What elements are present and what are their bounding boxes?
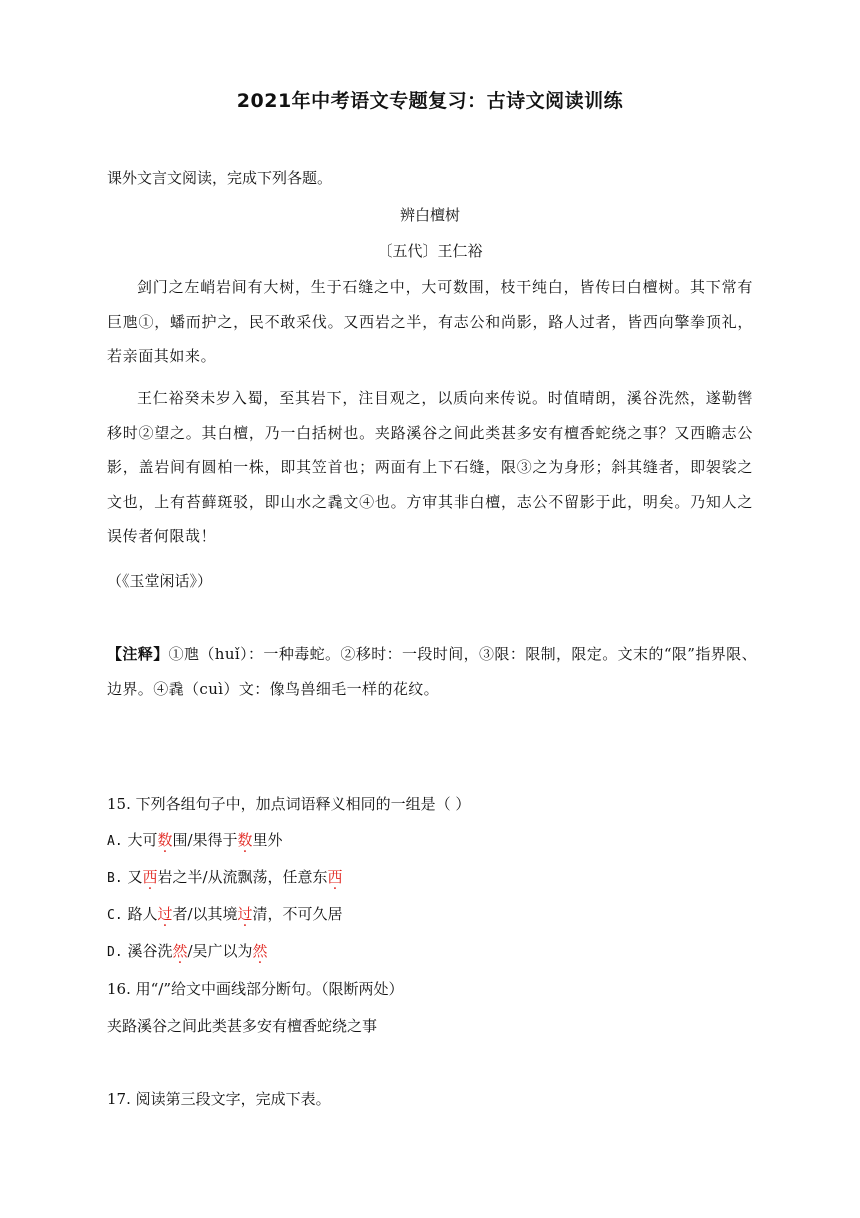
annotation-text: ①虺（huǐ）：一种毒蛇。②移时：一段时间，③限：限制，限定。文末的“限”指界限、边界。④毳（cuì）文：像鸟兽细毛一样的花纹。 — [107, 645, 757, 698]
passage-heading: 辨白檀树 — [399, 206, 460, 224]
dotted-word: 然 — [172, 942, 188, 960]
option-d: D. 溪谷洗然/吴广以为然 — [107, 942, 268, 960]
passage-paragraph-2: 王仁裕癸未岁入蜀，至其岩下，注目观之，以质向来传说。时值晴朗，溪谷洗然，遂勒辔移时②望之。其白檀，乃一白括树也。夹路溪谷之间此类甚多安有檀香蛇绕之事？又西瞻志公影，盖岩间有圆柏一株，即其笠首也；两面有上下石缝，限③之为身形；斜其缝者，即袈裟之文也，上有苔藓斑驳，即山水之毳文④也。方审其非白檀，志公不留影于此，明矣。乃知人之误传者何限哉！ — [107, 389, 753, 545]
passage-paragraph-1: 剑门之左峭岩间有大树，生于石缝之中，大可数围，枝干纯白，皆传曰白檀树。其下常有巨虺①，蟠而护之，民不敢采伐。又西岩之半，有志公和尚影，路人过者，皆西向擎拳顶礼，若亲面其如来。 — [107, 278, 753, 365]
passage-author: 〔五代〕王仁裕 — [377, 242, 483, 260]
option-a: A. 大可数围/果得于数里外 — [107, 831, 283, 849]
option-c: C. 路人过者/以其境过清，不可久居 — [107, 905, 343, 923]
option-b: B. 又西岩之半/从流飘荡，任意东西 — [107, 868, 343, 886]
dotted-word: 西 — [327, 868, 343, 886]
dotted-word: 数 — [157, 831, 173, 849]
page-title: 2021年中考语文专题复习：古诗文阅读训练 — [236, 90, 624, 112]
question-15-stem: 15. 下列各组句子中，加点词语释义相同的一组是（ ） — [107, 795, 471, 813]
question-16-sentence: 夹路溪谷之间此类甚多安有檀香蛇绕之事 — [107, 1017, 378, 1035]
dotted-word: 数 — [237, 831, 253, 849]
dotted-word: 过 — [237, 905, 253, 923]
annotation-label: 【注释】 — [107, 645, 169, 663]
dotted-word: 过 — [157, 905, 173, 923]
question-16-stem: 16. 用“/”给文中画线部分断句。（限断两处） — [107, 980, 404, 998]
question-17-stem: 17. 阅读第三段文字，完成下表。 — [107, 1090, 331, 1108]
dotted-word: 西 — [142, 868, 158, 886]
annotation-block — [107, 637, 757, 706]
passage-source: （《玉堂闲话》） — [107, 572, 213, 590]
instruction-text: 课外文言文阅读，完成下列各题。 — [107, 169, 333, 187]
dotted-word: 然 — [252, 942, 268, 960]
